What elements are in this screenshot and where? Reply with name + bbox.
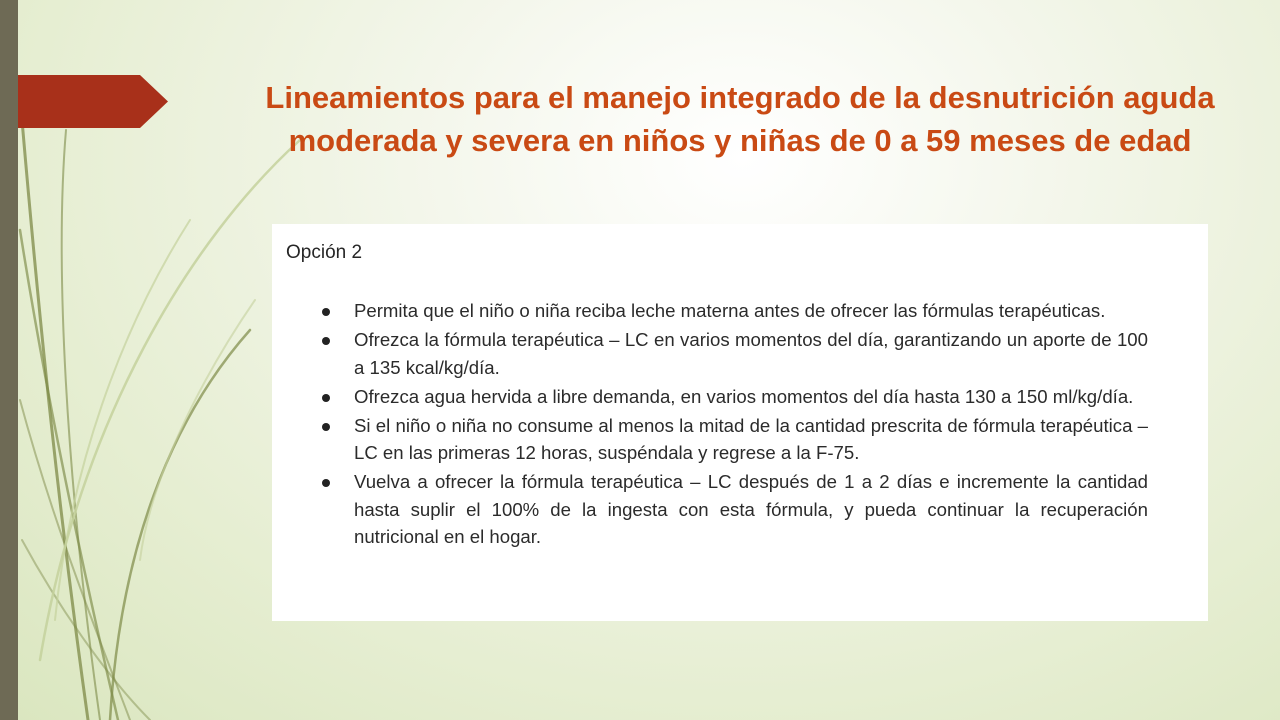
list-item-text: Permita que el niño o niña reciba leche materna antes de ofrecer las fórmulas terapéuticas. (354, 300, 1106, 321)
list-item-text: Vuelva a ofrecer la fórmula terapéutica – LC después de 1 a 2 días e incremente la cantidad hasta suplir el 100% de la ingesta con esta fórmula, y pueda continuar la recuperación nutricional en el hogar. (354, 471, 1148, 547)
option-heading: Opción 2 (286, 242, 363, 263)
guideline-list (286, 297, 1148, 552)
list-item-text: Si el niño o niña no consume al menos la mitad de la cantidad prescrita de fórmula terapéutica – LC en las primeras 12 horas, suspéndala y regrese a la F-75. (354, 414, 1148, 463)
title-arrow-tab (18, 75, 168, 128)
list-item-text: Ofrezca la fórmula terapéutica – LC en varios momentos del día, garantizando un aporte de 100 a 135 kcal/kg/día. (354, 329, 1148, 378)
guideline-content-box (272, 224, 1208, 621)
slide-title: Lineamientos para el manejo integrado de la desnutrición aguda moderada y severa en niños y niñas de 0 a 59 meses de edad (265, 80, 1215, 158)
list-item (286, 383, 1148, 411)
list-item-text: Ofrezca agua hervida a libre demanda, en varios momentos del día hasta 130 a 150 ml/kg/día. (354, 385, 1134, 407)
list-item (286, 326, 1148, 381)
list-item (286, 297, 1148, 325)
bullet-icon (322, 308, 330, 316)
bullet-icon (322, 423, 330, 431)
bullet-icon (322, 394, 330, 402)
list-item (286, 412, 1148, 467)
list-item (286, 468, 1148, 551)
bullet-icon (322, 479, 330, 487)
bullet-icon (322, 337, 330, 345)
